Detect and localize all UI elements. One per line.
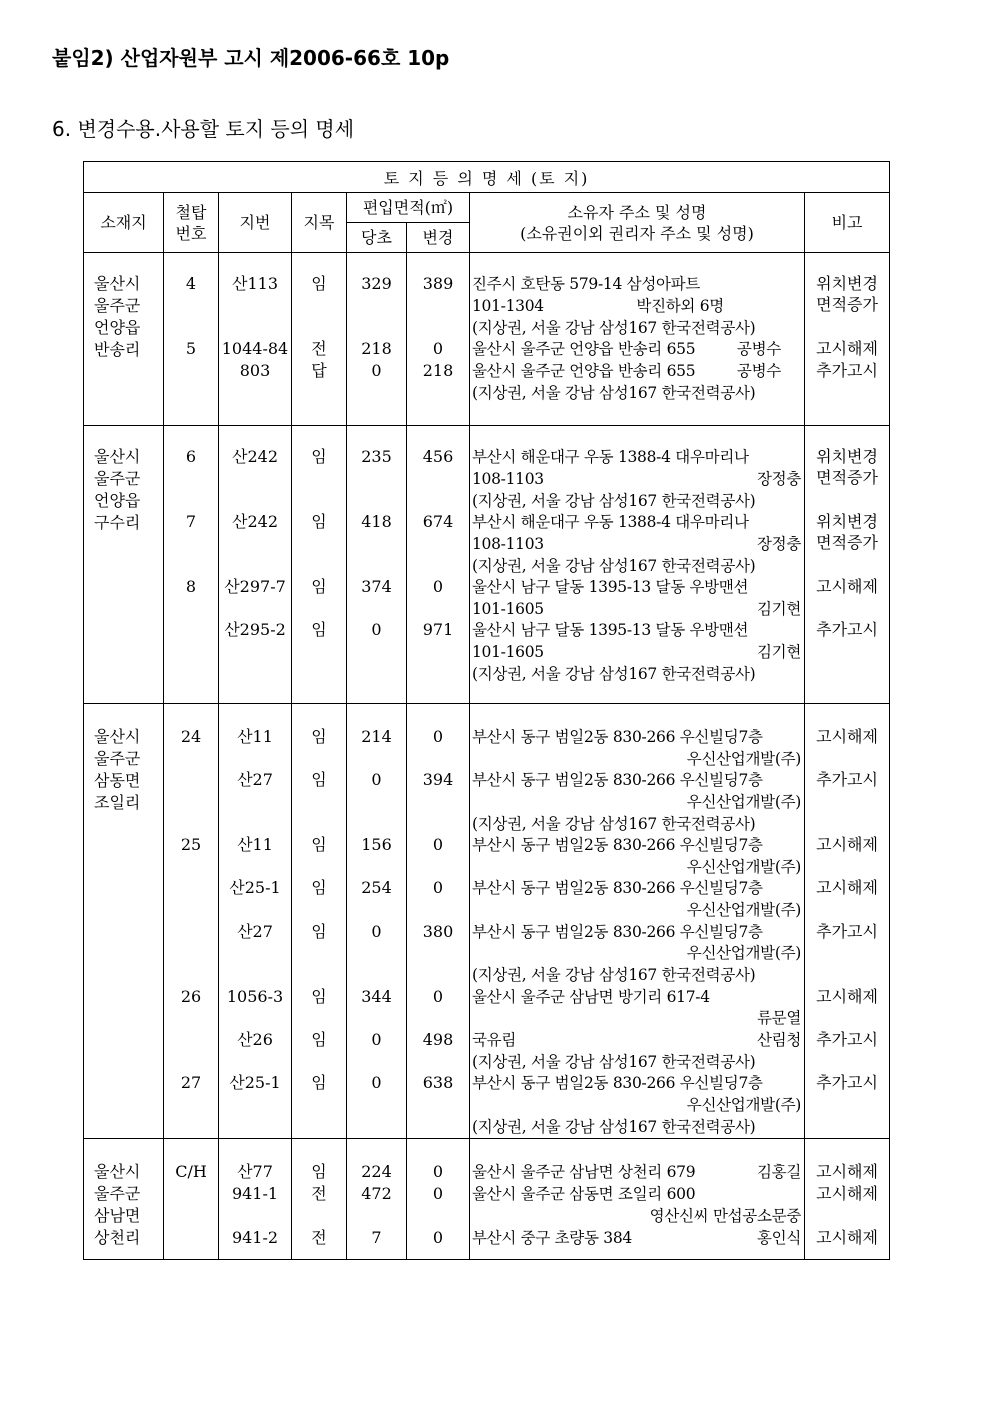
owner-line: 101-1605 [472, 643, 544, 661]
location-line: 언양읍 [94, 318, 141, 337]
cell-note [805, 704, 890, 1139]
owner-line: 부산시 중구 초량동 384 [472, 1229, 632, 1247]
lot-number: 산27 [237, 770, 273, 789]
lot-number: 산11 [237, 835, 273, 854]
remark: 고시해제 [816, 1162, 878, 1181]
area-original: 374 [361, 577, 392, 596]
owner-line: 부산시 동구 범일2동 830-266 우신빌딩7층 [472, 923, 763, 941]
location-line: 조일리 [94, 793, 141, 812]
cell-cat [292, 704, 347, 1139]
area-changed: 971 [422, 620, 454, 639]
owner-line: 울산시 울주군 언양읍 반송리 655 공병수 [472, 362, 781, 380]
tower-number: 6 [185, 447, 197, 466]
lot-number: 산295-2 [224, 620, 286, 639]
area-original: 224 [361, 1162, 392, 1181]
header-owner [470, 193, 805, 253]
cell-loc [84, 426, 164, 704]
tower-number [164, 921, 218, 943]
location-line: 울산시 [94, 727, 141, 746]
owner-line: (지상권, 서울 강남 삼성167 한국전력공사) [472, 492, 756, 510]
remark: 고시해제 [816, 878, 878, 897]
remark: 고시해제 [816, 727, 878, 746]
land-category: 임 [311, 512, 327, 531]
remark: 면적증가 [816, 533, 878, 552]
owner-line: 울산시 울주군 삼동면 조일리 600 [472, 1185, 696, 1203]
remark: 고시해제 [816, 835, 878, 854]
owner-line: 부산시 동구 범일2동 830-266 우신빌딩7층 [472, 728, 763, 746]
cell-loc [84, 704, 164, 1139]
owner-name: 홍인식 [756, 1229, 801, 1247]
area-changed: 456 [422, 447, 454, 466]
tower-number: 4 [185, 274, 197, 293]
land-category: 임 [311, 1162, 327, 1181]
location-line: 울주군 [94, 469, 141, 488]
cell-note [805, 426, 890, 704]
area-original: 329 [361, 274, 392, 293]
remark: 추가고시 [816, 361, 878, 380]
area-original: 472 [361, 1184, 392, 1203]
lot-number: 산25-1 [229, 878, 281, 897]
lot-number: 941-2 [231, 1228, 279, 1247]
owner-line: 울산시 남구 달동 1395-13 달동 우방맨션 [472, 578, 749, 596]
area-changed: 0 [432, 577, 444, 596]
area-changed: 218 [422, 361, 454, 380]
area-changed: 0 [432, 339, 444, 358]
location-line: 울주군 [94, 296, 141, 315]
cell-chg [407, 253, 470, 426]
owner-line: (지상권, 서울 강남 삼성167 한국전력공사) [472, 384, 756, 402]
section-title: 6. 변경수용.사용할 토지 등의 명세 [52, 117, 355, 141]
area-original: 254 [361, 878, 392, 897]
land-category: 임 [311, 447, 327, 466]
cell-cat [292, 253, 347, 426]
cell-own [470, 426, 805, 704]
tower-number [164, 1029, 218, 1051]
area-changed: 0 [432, 878, 444, 897]
area-changed: 0 [432, 987, 444, 1006]
area-original: 235 [361, 447, 392, 466]
location-line: 반송리 [94, 340, 141, 359]
owner-line: 우신산업개발(주) [686, 750, 801, 768]
land-category: 답 [311, 361, 327, 380]
owner-line: 국유림 [472, 1031, 517, 1049]
location-line: 삼남면 [94, 1206, 141, 1225]
land-category: 전 [311, 1184, 327, 1203]
location-line: 언양읍 [94, 491, 141, 510]
table-group [84, 253, 890, 426]
lot-number: 산113 [232, 274, 278, 293]
tower-number [164, 1227, 218, 1249]
owner-line: (지상권, 서울 강남 삼성167 한국전력공사) [472, 665, 756, 683]
cell-tower [164, 1139, 219, 1260]
owner-line: 우신산업개발(주) [686, 1096, 801, 1114]
area-changed: 638 [422, 1073, 454, 1092]
owner-line: 울산시 남구 달동 1395-13 달동 우방맨션 [472, 621, 749, 639]
tower-number: 25 [180, 835, 202, 854]
lot-number: 산25-1 [229, 1073, 281, 1092]
cell-loc [84, 1139, 164, 1260]
land-category: 임 [311, 620, 327, 639]
area-original: 0 [371, 1030, 382, 1049]
lot-number: 1044-84 [221, 339, 289, 358]
cell-lot [219, 253, 292, 426]
owner-line: 울산시 울주군 삼남면 방기리 617-4 [472, 988, 710, 1006]
header-remarks: 비고 [805, 193, 890, 253]
tower-number: 26 [180, 987, 202, 1006]
cell-lot [219, 704, 292, 1139]
tower-number [164, 1183, 218, 1205]
header-area: 편입면적(㎡) [347, 193, 470, 223]
owner-line: 부산시 해운대구 우동 1388-4 대우마리나 [472, 448, 749, 466]
tower-number [164, 360, 218, 382]
table-title: 토 지 등 의 명 세 (토 지) [84, 162, 890, 193]
cell-lot [219, 426, 292, 704]
cell-tower [164, 253, 219, 426]
owner-name: 장정충 [756, 535, 801, 553]
header-tower-no-line2: 번호 [175, 223, 207, 243]
location-line: 삼동면 [94, 771, 141, 790]
cell-cat [292, 426, 347, 704]
cell-own [470, 704, 805, 1139]
land-spec-table [83, 161, 890, 1260]
table-group [84, 1139, 890, 1260]
area-original: 0 [371, 620, 382, 639]
location-line: 구수리 [94, 513, 141, 532]
owner-line: 영산신씨 만섭공소문중 [649, 1207, 801, 1225]
table-group [84, 426, 890, 704]
owner-line: (지상권, 서울 강남 삼성167 한국전력공사) [472, 815, 756, 833]
cell-own [470, 253, 805, 426]
land-category: 임 [311, 987, 327, 1006]
lot-number: 산26 [237, 1030, 273, 1049]
area-changed: 0 [432, 1228, 444, 1247]
owner-name: 김홍길 [756, 1163, 801, 1181]
remark: 면적증가 [816, 468, 878, 487]
cell-own [470, 1139, 805, 1260]
area-changed: 0 [432, 1162, 444, 1181]
owner-line: 류문열 [756, 1009, 801, 1027]
location-line: 울산시 [94, 1162, 141, 1181]
remark: 추가고시 [816, 922, 878, 941]
lot-number: 941-1 [231, 1184, 279, 1203]
owner-line: 101-1304 박진하외 6명 [472, 297, 724, 315]
tower-number: C/H [175, 1162, 207, 1181]
remark: 추가고시 [816, 1030, 878, 1049]
land-category: 임 [311, 274, 327, 293]
owner-line: 108-1103 [472, 535, 544, 553]
cell-chg [407, 704, 470, 1139]
table-group [84, 704, 890, 1139]
owner-line: 101-1605 [472, 600, 544, 618]
cell-orig [347, 704, 407, 1139]
lot-number: 산27 [237, 922, 273, 941]
owner-line: 우신산업개발(주) [686, 793, 801, 811]
remark: 위치변경 [816, 512, 878, 531]
cell-loc [84, 253, 164, 426]
area-original: 0 [371, 1073, 382, 1092]
lot-number: 산242 [232, 447, 278, 466]
area-changed: 0 [432, 727, 444, 746]
location-line: 울산시 [94, 447, 141, 466]
owner-name: 김기현 [756, 643, 801, 661]
lot-number: 1056-3 [226, 987, 284, 1006]
lot-number: 803 [239, 361, 271, 380]
header-owner-line2: (소유권이외 권리자 주소 및 성명) [520, 223, 754, 243]
land-category: 전 [311, 339, 327, 358]
land-category: 임 [311, 770, 327, 789]
cell-orig [347, 1139, 407, 1260]
area-original: 218 [361, 339, 392, 358]
header-land-category: 지목 [292, 193, 347, 253]
land-category: 임 [311, 922, 327, 941]
land-category: 임 [311, 577, 327, 596]
land-category: 임 [311, 727, 327, 746]
area-changed: 0 [432, 835, 444, 854]
owner-line: (지상권, 서울 강남 삼성167 한국전력공사) [472, 1053, 756, 1071]
owner-line: (지상권, 서울 강남 삼성167 한국전력공사) [472, 1118, 756, 1136]
header-owner-line1: 소유자 주소 및 성명 [567, 202, 707, 222]
owner-line: 부산시 동구 범일2동 830-266 우신빌딩7층 [472, 836, 763, 854]
tower-number [164, 619, 218, 641]
owner-name: 장정충 [756, 470, 801, 488]
area-changed: 0 [432, 1184, 444, 1203]
area-changed: 674 [422, 512, 454, 531]
remark: 위치변경 [816, 447, 878, 466]
owner-line: 부산시 동구 범일2동 830-266 우신빌딩7층 [472, 771, 763, 789]
tower-number: 24 [180, 727, 202, 746]
land-category: 전 [311, 1228, 327, 1247]
lot-number: 산77 [237, 1162, 273, 1181]
header-tower-no-line1: 철탑 [175, 202, 207, 222]
land-category: 임 [311, 878, 327, 897]
remark: 위치변경 [816, 274, 878, 293]
remark: 추가고시 [816, 620, 878, 639]
location-line: 울주군 [94, 749, 141, 768]
owner-name: 산림청 [756, 1031, 801, 1049]
remark: 추가고시 [816, 770, 878, 789]
area-original: 0 [371, 770, 382, 789]
owner-name: 김기현 [756, 600, 801, 618]
area-original: 0 [371, 361, 382, 380]
cell-lot [219, 1139, 292, 1260]
cell-tower [164, 704, 219, 1139]
cell-orig [347, 426, 407, 704]
header-area-original: 당초 [347, 223, 407, 253]
tower-number: 5 [185, 339, 197, 358]
location-line: 울산시 [94, 274, 141, 293]
attachment-title: 붙임2) 산업자원부 고시 제2006-66호 10p [52, 46, 450, 70]
area-changed: 389 [422, 274, 454, 293]
owner-line: 부산시 동구 범일2동 830-266 우신빌딩7층 [472, 1074, 763, 1092]
owner-line: 우신산업개발(주) [686, 858, 801, 876]
owner-line: (지상권, 서울 강남 삼성167 한국전력공사) [472, 557, 756, 575]
tower-number [164, 769, 218, 791]
owner-line: 우신산업개발(주) [686, 901, 801, 919]
header-lot-no: 지번 [219, 193, 292, 253]
area-changed: 498 [422, 1030, 454, 1049]
owner-line: (지상권, 서울 강남 삼성167 한국전력공사) [472, 319, 756, 337]
cell-tower [164, 426, 219, 704]
tower-number: 7 [185, 512, 197, 531]
land-category: 임 [311, 835, 327, 854]
lot-number: 산11 [237, 727, 273, 746]
cell-note [805, 253, 890, 426]
cell-orig [347, 253, 407, 426]
cell-chg [407, 1139, 470, 1260]
area-changed: 380 [422, 922, 454, 941]
header-area-changed: 변경 [407, 223, 470, 253]
cell-cat [292, 1139, 347, 1260]
header-location: 소재지 [84, 193, 164, 253]
lot-number: 산242 [232, 512, 278, 531]
location-line: 상천리 [94, 1228, 141, 1247]
remark: 고시해제 [816, 1228, 878, 1247]
area-original: 0 [371, 922, 382, 941]
owner-line: 진주시 호탄동 579-14 삼성아파트 [472, 275, 701, 293]
owner-line: 부산시 동구 범일2동 830-266 우신빌딩7층 [472, 879, 763, 897]
land-category: 임 [311, 1030, 327, 1049]
cell-chg [407, 426, 470, 704]
remark: 고시해제 [816, 339, 878, 358]
header-tower-no [164, 193, 219, 253]
tower-number: 27 [180, 1073, 202, 1092]
owner-line: 울산시 울주군 삼남면 상천리 679 [472, 1163, 696, 1181]
area-original: 156 [361, 835, 392, 854]
cell-note [805, 1139, 890, 1260]
tower-number [164, 877, 218, 899]
area-changed: 394 [422, 770, 454, 789]
owner-line: (지상권, 서울 강남 삼성167 한국전력공사) [472, 966, 756, 984]
area-original: 418 [361, 512, 392, 531]
location-line: 울주군 [94, 1184, 141, 1203]
tower-number: 8 [185, 577, 197, 596]
remark: 고시해제 [816, 1184, 878, 1203]
lot-number: 산297-7 [224, 577, 286, 596]
owner-line: 우신산업개발(주) [686, 944, 801, 962]
remark: 면적증가 [816, 295, 878, 314]
owner-line: 108-1103 [472, 470, 544, 488]
owner-line: 부산시 해운대구 우동 1388-4 대우마리나 [472, 513, 749, 531]
remark: 고시해제 [816, 987, 878, 1006]
area-original: 344 [361, 987, 392, 1006]
remark: 고시해제 [816, 577, 878, 596]
area-original: 214 [361, 727, 392, 746]
remark: 추가고시 [816, 1073, 878, 1092]
land-category: 임 [311, 1073, 327, 1092]
owner-line: 울산시 울주군 언양읍 반송리 655 공병수 [472, 340, 781, 358]
area-original: 7 [371, 1228, 382, 1247]
